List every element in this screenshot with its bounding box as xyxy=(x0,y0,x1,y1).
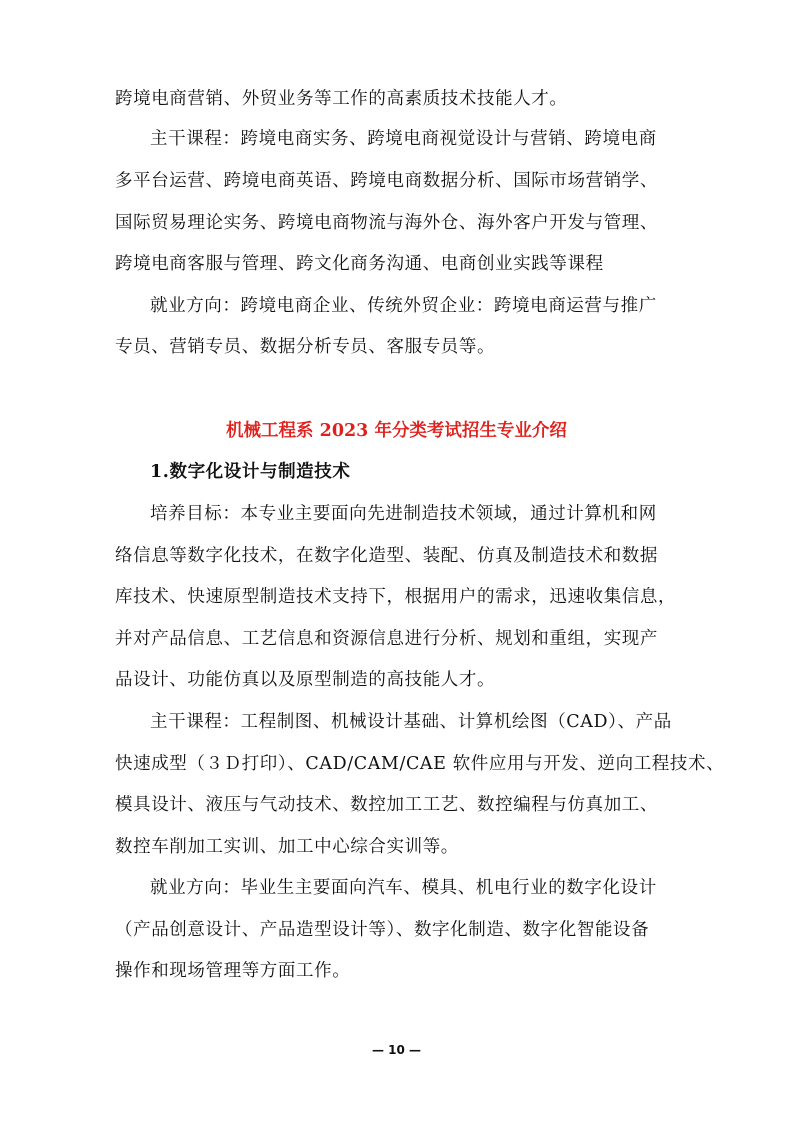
employment-line-1: 就业方向：跨境电商企业、传统外贸企业：跨境电商运营与推广 xyxy=(150,296,657,316)
employment-line-2: 专员、营销专员、数据分析专员、客服专员等。 xyxy=(115,337,496,357)
goal-line-2: 络信息等数字化技术，在数字化造型、装配、仿真及制造技术和数据 xyxy=(115,546,658,566)
major-employment-line-1: 就业方向：毕业生主要面向汽车、模具、机电行业的数字化设计 xyxy=(150,878,657,898)
courses-line-2: 多平台运营、跨境电商英语、跨境电商数据分析、国际市场营销学、 xyxy=(115,171,658,191)
major-employment-line-3: 操作和现场管理等方面工作。 xyxy=(115,961,351,981)
section-title: 机械工程系 2023 年分类考试招生专业介绍 xyxy=(226,421,567,441)
major-title: 1.数字化设计与制造技术 xyxy=(150,462,351,482)
courses-line-1: 主干课程：跨境电商实务、跨境电商视觉设计与营销、跨境电商 xyxy=(150,129,657,149)
goal-line-5: 品设计、功能仿真以及原型制造的高技能人才。 xyxy=(115,670,496,690)
major-courses-line-1: 主干课程：工程制图、机械设计基础、计算机绘图（CAD）、产品 xyxy=(150,712,672,732)
goal-line-1: 培养目标：本专业主要面向先进制造技术领域，通过计算机和网 xyxy=(150,504,657,524)
goal-line-3: 库技术、快速原型制造技术支持下，根据用户的需求，迅速收集信息， xyxy=(115,587,677,607)
courses-line-3: 国际贸易理论实务、跨境电商物流与海外仓、海外客户开发与管理、 xyxy=(115,213,658,233)
major-employment-line-2: （产品创意设计、产品造型设计等）、数字化制造、数字化智能设备 xyxy=(115,920,650,940)
major-courses-line-3: 模具设计、液压与气动技术、数控加工工艺、数控编程与仿真加工、 xyxy=(115,795,658,815)
major-courses-line-2: 快速成型（３Ｄ打印）、CAD/CAM/CAE 软件应用与开发、逆向工程技术、 xyxy=(115,754,725,774)
courses-line-4: 跨境电商客服与管理、跨文化商务沟通、电商创业实践等课程 xyxy=(115,254,604,274)
paragraph-line: 跨境电商营销、外贸业务等工作的高素质技术技能人才。 xyxy=(115,89,568,109)
page-number: — 10 — xyxy=(371,1043,422,1057)
goal-line-4: 并对产品信息、工艺信息和资源信息进行分析、规划和重组，实现产 xyxy=(115,629,658,649)
major-courses-line-4: 数控车削加工实训、加工中心综合实训等。 xyxy=(115,837,459,857)
